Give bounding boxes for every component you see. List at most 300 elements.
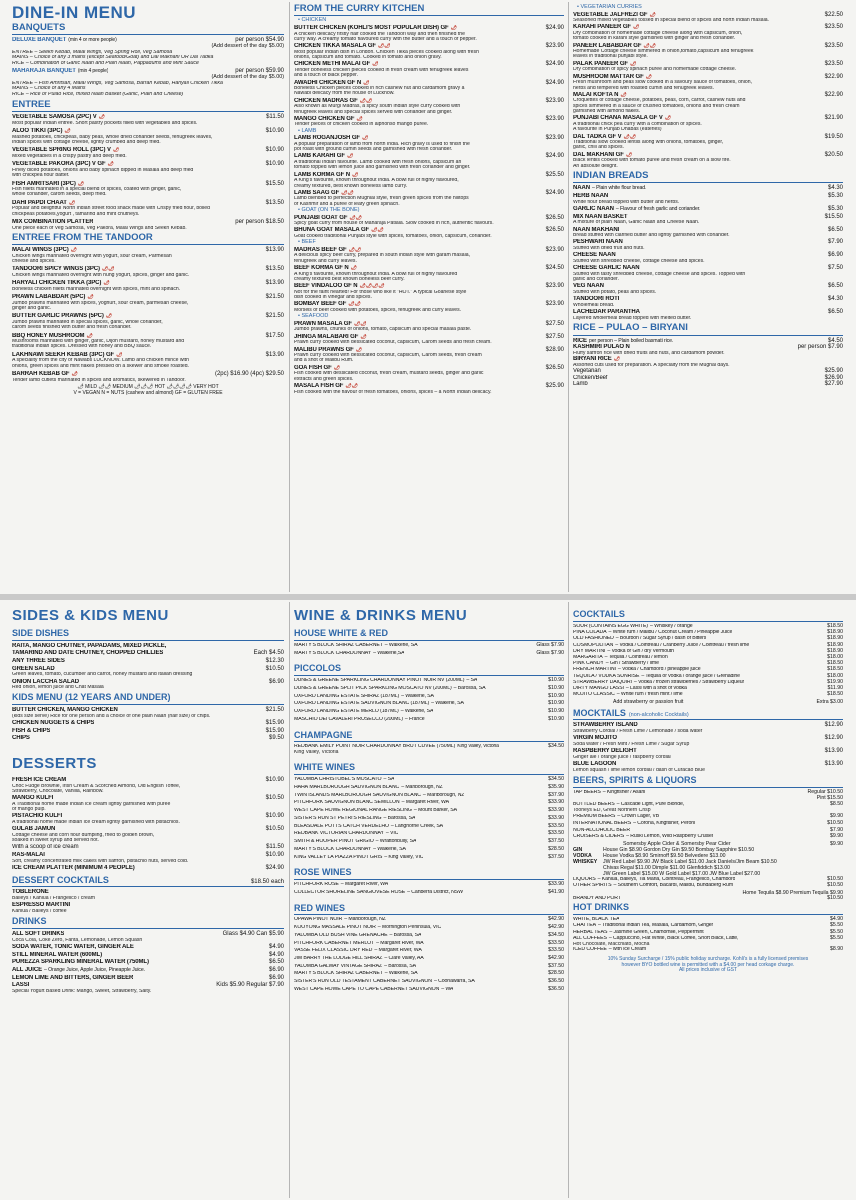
menu-item-row: [573, 239, 843, 246]
menu-item-name-group: [573, 834, 713, 840]
menu-item: [573, 930, 843, 936]
menu-item-description: Most popular Indian entrée. Short pastry pockets filled with vegetables and spices.: [12, 120, 198, 126]
menu-item-price: $10.90: [548, 684, 564, 691]
menu-item-name-group: [12, 666, 55, 673]
menu-item-price: $10.90: [265, 147, 284, 154]
menu-item: [294, 98, 564, 115]
menu-item-description: chickpeas potatoes,yogurt , tamarind and mint chutneys.: [12, 211, 140, 217]
footer-note: [573, 957, 843, 974]
banquet-price: per person $59.90: [235, 68, 284, 75]
menu-item-name: OTHER SPIRITS: [573, 883, 612, 889]
menu-item-name-group: [12, 219, 93, 226]
menu-item-row: [12, 658, 284, 665]
menu-item-row: [294, 777, 564, 783]
menu-item-row: [294, 43, 564, 50]
chilli-icon: 🌶: [103, 280, 110, 287]
menu-item-name-group: [573, 375, 608, 382]
menu-item-name: NAAN MAKHANI: [573, 226, 620, 233]
menu-item-description: dish cooked in vinegar and spices.: [294, 295, 372, 301]
menu-item-row: [573, 296, 843, 303]
menu-item-row: [294, 831, 564, 837]
menu-item-name: LEMON LIME AND BITTERS, GINGER BEER: [12, 974, 134, 981]
menu-item-row: [12, 865, 284, 872]
menu-item-name-group: [294, 215, 362, 222]
menu-item-row: [12, 114, 284, 121]
menu-item-description: cheese and spices.: [12, 259, 56, 265]
menu-item: [12, 294, 284, 311]
menu-item: [294, 321, 564, 333]
menu-item-description: fenugreek and curry leaves.: [294, 258, 357, 264]
spirit-label: WHISKEY: [573, 859, 598, 866]
menu-item-name: MARTY'S BLOCK CHARDONNAY: [294, 650, 372, 656]
menu-item-name-group: [12, 795, 53, 802]
menu-item-name: VIRGIN MOJITO: [573, 735, 617, 742]
dine-in-column: [12, 4, 284, 594]
menu-item-name: GOA FISH GF: [294, 364, 332, 371]
section-heading: DRINKS: [12, 917, 284, 929]
menu-item: [12, 707, 284, 719]
menu-item-row: [12, 181, 284, 188]
banquet-price: per person $54.90: [235, 37, 284, 44]
menu-item: [12, 666, 284, 678]
menu-item: [12, 902, 284, 914]
menu-item-price: $6.90: [268, 678, 284, 685]
chilli-icon: 🌶: [116, 351, 123, 358]
category-tag: • GOAT (ON THE BONE): [298, 207, 360, 214]
banquet-name-group: [12, 37, 117, 44]
menu-item-description: Goat cooked traditional Punjabi style with spices, tomatoes, onion, capsicum, coriander.: [294, 234, 492, 239]
menu-item-row: [12, 813, 284, 820]
menu-item-name-group: [573, 152, 632, 159]
menu-item: [573, 296, 843, 308]
menu-item-description: Finely diced potatoes, onions and baby spinach dipped in Masala and deep fried: [12, 167, 194, 173]
wine-region: – Margaret River, WA: [376, 940, 424, 946]
banquet-sub: (min 4 people): [77, 68, 109, 75]
menu-item-description: A chicken delicacy firstly half cooked the Tandoori way and then finished the: [294, 31, 465, 37]
menu-item-name: RAITA, MANGO CHUTNEY, PAPADAMS, MIXED PICKLE,: [12, 642, 167, 649]
menu-title: WINE & DRINKS MENU: [294, 608, 468, 624]
menu-item-name-group: [12, 658, 65, 665]
section-heading: RICE – PULAO – BIRYANI: [573, 323, 843, 335]
menu-item-row: [294, 80, 564, 87]
menu-item-price: $26.50: [545, 227, 564, 234]
section-heading: BANQUETS: [12, 23, 284, 35]
menu-item: [12, 865, 284, 872]
menu-item-price: $28.50: [548, 970, 564, 977]
menu-item: [294, 917, 564, 923]
menu-item-price: $10.90: [548, 708, 564, 715]
menu-item: [294, 247, 564, 264]
menu-item: [12, 777, 284, 794]
menu-item-name: ALL SOFT DRINKS: [12, 931, 65, 938]
menu-item-price: $13.90: [265, 351, 284, 358]
wine-region: – Waikerie,SA: [373, 650, 405, 656]
menu-item-name: SISTER'S RUN ST PETRI'S RIESLING: [294, 815, 382, 821]
menu-item-row: [294, 800, 564, 806]
menu-item: [12, 128, 284, 145]
menu-item-description: Cottage cheese and corn flour dumpling, fried to golden brown,: [12, 832, 155, 838]
menu-item-row: [294, 855, 564, 861]
menu-item-row: [294, 98, 564, 105]
menu-item-description: fenugreek leaves and special spices served with coriander and ginger.: [294, 109, 453, 115]
menu-item-name-group: [294, 25, 457, 32]
menu-item-price: $12.90: [824, 722, 843, 729]
menu-item-name-group: [573, 930, 704, 936]
menu-item-row: [12, 967, 284, 974]
chilli-icon: 🌶: [360, 333, 367, 340]
menu-item-name: KOOYONG MASSALE PINOT NOIR: [294, 925, 376, 931]
menu-item: [573, 356, 843, 368]
menu-item-price: $35.90: [548, 784, 564, 791]
menu-item-price: $13.50: [265, 199, 284, 206]
menu-item-row: [294, 227, 564, 234]
menu-item-price: $11.50: [266, 844, 284, 851]
menu-item-price: $24.90: [265, 864, 284, 871]
chilli-icon: 🌶: [363, 79, 370, 86]
menu-item-name: LAMB ROGANJOSH GF: [294, 135, 360, 142]
chilli-icon: 🌶: [87, 294, 94, 301]
menu-item-name: VEGETABLE PAKORA (3PC) V GF: [12, 161, 106, 168]
wine-subregion: King Valley, Victoria: [294, 750, 339, 756]
menu-item: [12, 852, 284, 864]
menu-item-name: PIÑA COLADA: [573, 630, 607, 636]
menu-item-name: PESHWARI NAAN: [573, 239, 623, 246]
menu-item-name: MADRAS BEEF GF: [294, 246, 347, 253]
menu-item-inline-desc: – with Ice Cream: [608, 947, 647, 953]
veg-breads-rice-column: [573, 4, 843, 594]
menu-item: [294, 651, 564, 657]
menu-item-name-group: [294, 987, 453, 993]
menu-item: [573, 649, 843, 655]
menu-item-row: [12, 902, 284, 909]
menu-item-price: $18.90: [827, 647, 843, 654]
section-heading: DESSERT COCKTAILS: [12, 874, 109, 885]
menu-item-price: $18.90: [827, 641, 843, 648]
menu-item-description: Assorted cuts used for preparation. A specialty from the Mughal days.: [573, 362, 730, 368]
menu-item-name: PRAWN LABABDAR (5PC): [12, 294, 86, 301]
menu-item-row: [12, 313, 284, 320]
menu-item-row: [294, 651, 564, 657]
menu-item: [573, 152, 843, 169]
footer-line: All prices inclusive of GST: [678, 967, 738, 974]
menu-item-name: MUSHROOM MATTAR GF: [573, 73, 644, 80]
wine-region: – King Valley, VIC: [384, 854, 424, 860]
menu-item: [12, 795, 284, 812]
menu-item-price: $18.00: [827, 672, 843, 679]
menu-item-name-group: [294, 686, 486, 692]
menu-item-name: BEEF KORMA GF N: [294, 264, 349, 271]
menu-item-name-group: [573, 686, 687, 692]
menu-item-name-group: [573, 821, 695, 827]
menu-item-row: [12, 720, 284, 727]
menu-item-row: [12, 707, 284, 714]
menu-item-name: BOMBAY BEEF GF: [294, 301, 347, 308]
menu-item: [12, 280, 284, 292]
menu-item-name-group: [573, 877, 735, 883]
menu-item-row: [294, 678, 564, 684]
menu-item-description: Lamb blended to perfection Mughlai style, fresh green spices from the hilltops: [294, 196, 469, 202]
menu-item-row: [573, 883, 843, 889]
chilli-icon: 🌶: [112, 147, 120, 154]
menu-item-name: DRY MARTINI: [573, 648, 606, 654]
menu-item: [294, 365, 564, 382]
menu-item-name-group: [12, 931, 64, 938]
menu-item-description: Croquettes of cottage cheese, potatoes, peas, corn, carrot, cashew nuts and: [573, 98, 746, 104]
menu-item-name: LAMB KORMA GF N: [294, 171, 350, 178]
menu-item-name-group: [294, 831, 398, 837]
chilli-icon: 🌶🌶: [101, 266, 115, 273]
menu-item-name-group: [12, 200, 75, 207]
banquet-note: (Add dessert of the day $5.00): [211, 73, 284, 80]
menu-item-name: WHITE, BLACK TEA: [573, 917, 620, 923]
menu-item-name-group: [294, 347, 362, 354]
menu-item-description: leaves in traditional punjabi style.: [573, 54, 648, 60]
menu-item-name: OPAWA PINOT NOIR: [294, 917, 343, 923]
menu-item-name: Chicken/Beef: [573, 374, 608, 381]
menu-item-row: [294, 334, 564, 341]
wine-column: [294, 608, 564, 1200]
menu-item-price: $9.90: [830, 813, 843, 820]
menu-item: [294, 215, 564, 227]
menu-item: [573, 265, 843, 282]
menu-item-price: $24.90: [545, 189, 564, 196]
menu-item-name: MARTY'S BLOCK SHIRAZ CABERNET: [294, 642, 383, 648]
chilli-icon: 🌶: [450, 24, 457, 31]
menu-item-name: ALL JUICE: [12, 966, 42, 973]
mocktails-sub: (non-alcoholic Cocktails): [628, 711, 689, 718]
menu-item-price: $7.90: [827, 239, 843, 246]
menu-item-name-group: [294, 824, 443, 830]
menu-item-price: $18.50: [827, 691, 843, 698]
menu-item-price: $23.50: [824, 60, 843, 67]
menu-item-name: INTERNATIONAL BEERS: [573, 821, 632, 827]
menu-item-price: $23.90: [545, 283, 564, 290]
menu-item-row: [12, 889, 284, 896]
menu-item-description: Fluffy saffron rice with dried fruits and nuts, and cardamom powder.: [573, 350, 725, 356]
menu-item-name-group: [294, 694, 434, 700]
menu-item-name: SMITH & HOOPER PINOT GRIGIO: [294, 839, 374, 845]
menu-item-row: [573, 375, 843, 382]
menu-item-inline-desc: – Plain white flour bread.: [591, 185, 647, 192]
banquet-name: MAHARAJA BANQUET: [12, 68, 76, 75]
menu-item-name-group: [573, 692, 683, 698]
chilli-icon: 🌶🌶: [341, 189, 354, 196]
menu-item: [573, 802, 843, 813]
menu-item-price: $8.90: [830, 946, 843, 953]
menu-item-price: $11.90: [827, 685, 843, 692]
menu-item-name-group: [294, 227, 384, 234]
menu-item-price: $23.90: [545, 43, 564, 50]
spirit-prices: JW Red Label $9.90 JW Black Label $11.00 Jack Daniels/Jim Beam $10.50: [603, 859, 777, 866]
menu-item-name: VEGETABLE SPRING ROLL (3PC) V: [12, 147, 111, 154]
menu-item-price: $9.90: [830, 833, 843, 840]
menu-item: [573, 936, 843, 947]
menu-item-description: pot roast with ground cumin seeds and garnished with fresh coriander.: [294, 147, 453, 153]
menu-item-description: Stuffed with dried fruit and nuts.: [573, 246, 645, 252]
menu-item-price: $18.50: [827, 666, 843, 673]
menu-item-name: CRUISERS & CIDERS: [573, 834, 625, 840]
menu-item: [294, 227, 564, 239]
menu-item: [294, 839, 564, 845]
menu-item-row: [12, 294, 284, 301]
menu-item-price: $6.90: [827, 252, 843, 259]
category-tag: • VEGETARIAN CURRIES: [577, 4, 642, 10]
menu-item: [12, 147, 284, 159]
menu-item-price: per person $18.50: [235, 218, 284, 225]
menu-item-row: [12, 826, 284, 833]
menu-item-name-group: [573, 24, 639, 31]
menu-item-name: BLUE LAGOON: [573, 761, 617, 768]
menu-item-name: OXFORD LANDING ESTATE SAUVIGNON BLANC (187ML): [294, 701, 430, 707]
chilli-icon: 🌶: [107, 161, 114, 168]
menu-item-name-group: [294, 651, 404, 657]
menu-item-price: $42.90: [548, 924, 564, 931]
menu-item-description: of mango pulp.: [12, 807, 46, 813]
menu-item-name: MALAI KOFTA N: [573, 91, 619, 98]
menu-item-name: MALIBU PRAWNS GF: [294, 346, 354, 353]
menu-item-name-group: [12, 371, 78, 378]
menu-item: [294, 744, 564, 755]
menu-item-price: Each $4.50: [253, 650, 284, 657]
menu-item-row: [294, 709, 564, 715]
menu-item-name: HERB NAAN: [573, 193, 609, 200]
mojito-extra: Add strawberry or passion fruit: [613, 698, 684, 705]
menu-item-description: Baileys / Kahlua / Frangelico / cream: [12, 896, 95, 902]
menu-item-name: YALUMBA GALWAY VINTAGE SHIRAZ: [294, 963, 383, 969]
menu-item: [573, 643, 843, 649]
wine-region: – WA: [441, 986, 454, 992]
menu-item-row: [294, 365, 564, 372]
menu-item-description: carom seeds finished with butter and fresh coriander.: [12, 325, 132, 331]
chilli-icon: 🌶: [632, 24, 640, 31]
chilli-icon: 🌶: [86, 332, 93, 339]
menu-item-name: MIX NAAN BASKET: [573, 213, 628, 220]
mojito-extra-row: [573, 699, 843, 705]
menu-item-price: $13.90: [824, 761, 843, 768]
menu-item: [294, 301, 564, 313]
wine-region: – Barossa, SA: [383, 815, 416, 821]
spice-legend: [12, 385, 284, 397]
menu-item-name: SISTER'S RUN OLD TESTAMENT CABERNET SAUVIGNON: [294, 979, 432, 985]
menu-item-name: BARRAH KEBAB GF: [12, 370, 70, 377]
menu-item-row: [573, 74, 843, 81]
menu-item: [294, 808, 564, 814]
wine-region: – Margaret River, WA: [340, 882, 389, 888]
menu-item-name-group: [12, 294, 94, 301]
menu-item-name: ONION LACCHA SALAD: [12, 678, 79, 685]
menu-item-name-group: [12, 352, 122, 359]
menu-item-name-group: [573, 917, 619, 923]
menu-item-name-group: [294, 643, 418, 649]
menu-item: [12, 643, 284, 650]
menu-item-name: WEST CAPE HOWE REGIONAL RANGE RIESLING: [294, 808, 412, 814]
chilli-icon: 🌶: [620, 91, 627, 98]
section-heading: PICCOLOS: [294, 664, 564, 676]
banquet-sub: (min 4 or more people): [68, 37, 117, 44]
menu-item-inline-desc: per person – Plain boiled basmati rice.: [588, 337, 674, 344]
menu-item-name: With a scoop of ice cream: [12, 844, 79, 851]
menu-item-price: $23.90: [545, 97, 564, 104]
menu-item-row: [12, 728, 284, 735]
menu-item: [294, 25, 564, 42]
menu-item-name-group: [12, 982, 29, 989]
menu-item-description: onions, green spices and mint flakes pressed on a skewer and smoke roasted.: [12, 363, 189, 369]
section-heading: KIDS MENU (12 YEARS AND UNDER): [12, 693, 284, 705]
category-tag: • SEAFOOD: [298, 313, 329, 320]
menu-item-price: $33.50: [548, 822, 564, 829]
section-heading: SIDE DISHES: [12, 629, 284, 641]
menu-item-price: $24.50: [545, 264, 564, 271]
menu-item-name-group: [573, 344, 630, 351]
menu-item-row: [294, 785, 564, 791]
menu-item-row: [12, 795, 284, 802]
menu-item-price: $5.30: [827, 193, 843, 200]
menu-item-row: [573, 655, 843, 661]
menu-item-name-group: [12, 844, 79, 851]
menu-item-description: Red onion, lemon juice and Chat Masala: [12, 685, 104, 691]
menu-item: [12, 219, 284, 231]
menu-item-name-group: [12, 333, 93, 340]
menu-item-row: [573, 667, 843, 673]
menu-item-name-group: [294, 948, 422, 954]
menu-item-name-group: [12, 975, 133, 982]
menu-item: [12, 352, 284, 369]
spirit-prices: JW Green Label $15.00 W Gold Label $17.00 JW Blue Label $27.00: [603, 871, 761, 878]
menu-item-description: A favourite in Punjab Dhabas (eateries): [573, 127, 662, 133]
menu-item-name-group: [294, 917, 386, 923]
chilli-icon: 🌶🌶: [377, 43, 391, 50]
menu-item: [12, 333, 284, 350]
chilli-icon: 🌶: [351, 171, 359, 178]
menu-item-name-group: [294, 717, 425, 723]
menu-item-row: [573, 92, 843, 99]
menu-item: [573, 814, 843, 820]
menu-item-row: [12, 944, 284, 951]
menu-item: [573, 680, 843, 686]
menu-item-name-group: [294, 933, 421, 939]
chilli-icon: 🌶: [71, 370, 78, 377]
menu-item: [573, 381, 843, 388]
menu-item-row: [294, 135, 564, 142]
menu-item: [573, 12, 843, 24]
category-tag: • CHICKEN: [298, 17, 327, 24]
menu-item: [12, 200, 284, 217]
menu-item-inline-desc: – Lassi with a shot of vodka: [625, 686, 687, 692]
wine-region: – Barossa, SA: [384, 963, 416, 969]
menu-item: [573, 43, 843, 60]
menu-item-price: $26.50: [545, 364, 564, 371]
menu-item-name: ICE CREAM PLATTER (MINIMUM 4 PEOPLE): [12, 864, 135, 871]
menu-item-name: TEQUILA / VODKA SUNRISE: [573, 673, 640, 679]
menu-item-inline-desc: – Gin / Strawberry / lime: [605, 661, 659, 667]
menu-item-name-group: [294, 153, 353, 160]
menu-item: [294, 855, 564, 861]
chilli-icon: 🌶: [645, 73, 652, 80]
menu-item: [294, 777, 564, 783]
wine-region: – Barossa, SA: [389, 932, 422, 938]
menu-item-name-group: [294, 777, 394, 783]
menu-item-name: PITCHFORK SAUVIGNON BLANC SEMILLON: [294, 800, 400, 806]
chilli-icon: 🌶: [350, 264, 357, 271]
menu-item-price: $10.90: [265, 852, 284, 859]
menu-item-row: [12, 777, 284, 784]
menu-item: [294, 987, 564, 993]
menu-item-description: Tooheys ED, Great Northern Crisp: [573, 808, 651, 814]
menu-item-row: [294, 247, 564, 254]
menu-item: [573, 761, 843, 773]
menu-item-row: [573, 356, 843, 363]
menu-item: [573, 923, 843, 929]
